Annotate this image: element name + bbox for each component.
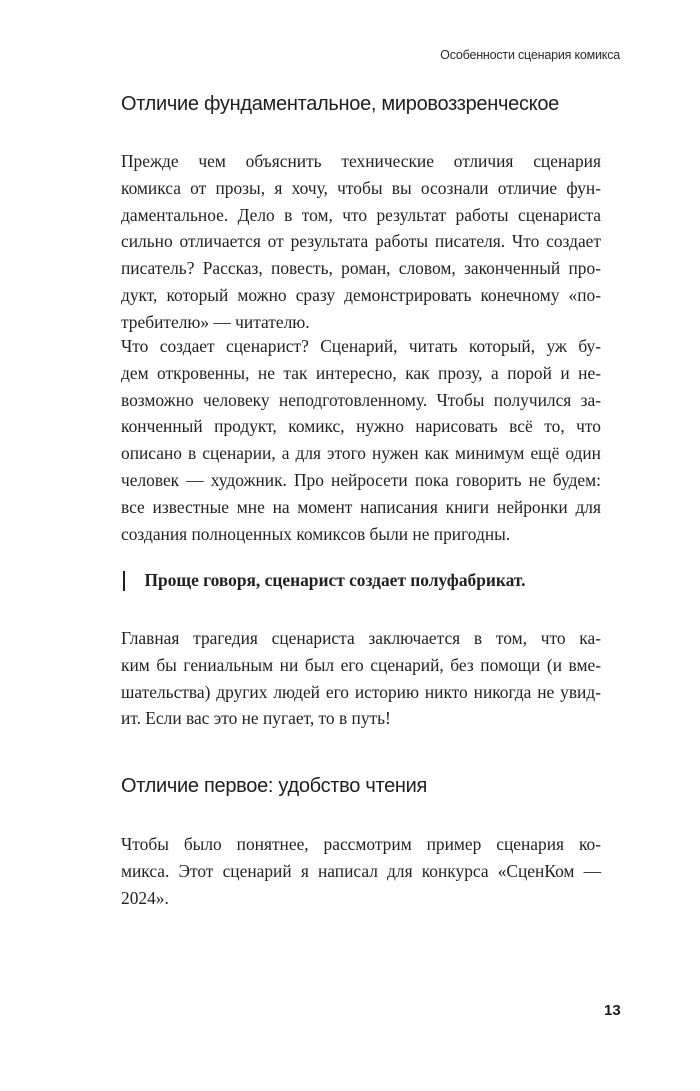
text-line: Что создает сценарист? Сценарий, читать который, уж бу- — [121, 336, 601, 356]
text-line: требителю» — читателю. — [121, 311, 310, 332]
page-number: 13 — [604, 1002, 621, 1019]
text-line: Главная трагедия сценариста заключается в том, что ка- — [121, 628, 601, 648]
body-paragraph — [121, 625, 601, 732]
text-line: дукт, который можно сразу демонстрировать конечному «по- — [121, 284, 601, 305]
section-heading-reading: Отличие первое: удобство чтения — [121, 775, 428, 797]
text-line: даментальное. Дело в том, что результат работы сценариста — [121, 204, 601, 225]
text-line: шательства) других людей его историю никто никогда не увид- — [121, 681, 601, 702]
text-line: конченный продукт, комикс, нужно нарисовать всё то, что — [121, 416, 601, 437]
text-line: комикса от прозы, я хочу, чтобы вы осознали отличие фун- — [121, 177, 601, 198]
text-line: все известные мне на момент написания книги нейронки для — [121, 496, 601, 517]
body-paragraph — [121, 333, 601, 547]
text-line: Прежде чем объяснить технические отличия сценария — [121, 151, 601, 171]
text-line: ким бы гениальным ни был его сценарий, без помощи (и вме- — [121, 654, 601, 675]
body-paragraph — [121, 148, 601, 336]
text-line: писатель? Рассказ, повесть, роман, словом, законченный про- — [121, 258, 601, 279]
text-line: микса. Этот сценарий я написал для конкурса «СценКом — — [121, 860, 601, 881]
callout-quote — [121, 570, 601, 591]
text-line: возможно человеку неподготовленному. Чтобы получился за- — [121, 389, 601, 410]
callout-bar — [123, 571, 125, 591]
text-line: ит. Если вас это не пугает, то в путь! — [121, 708, 391, 729]
body-paragraph — [121, 831, 601, 911]
section-heading-fundamental: Отличие фундаментальное, мировоззренческое — [121, 93, 559, 115]
text-line: сильно отличается от результата работы писателя. Что создает — [121, 231, 601, 252]
text-line: описано в сценарии, а для этого нужен как минимум ещё один — [121, 443, 601, 464]
text-line: человек — художник. Про нейросети пока говорить не будем: — [121, 469, 601, 490]
text-line: создания полноценных комиксов были не пригодны. — [121, 523, 511, 544]
text-line: Чтобы было понятнее, рассмотрим пример сценария ко- — [121, 834, 601, 854]
callout-text: Проще говоря, сценарист создает полуфабрикат. — [144, 570, 526, 590]
text-line: дем откровенны, не так интересно, как прозу, а порой и не- — [121, 362, 601, 383]
text-line: 2024». — [121, 887, 169, 908]
running-header: Особенности сценария комикса — [440, 48, 620, 62]
